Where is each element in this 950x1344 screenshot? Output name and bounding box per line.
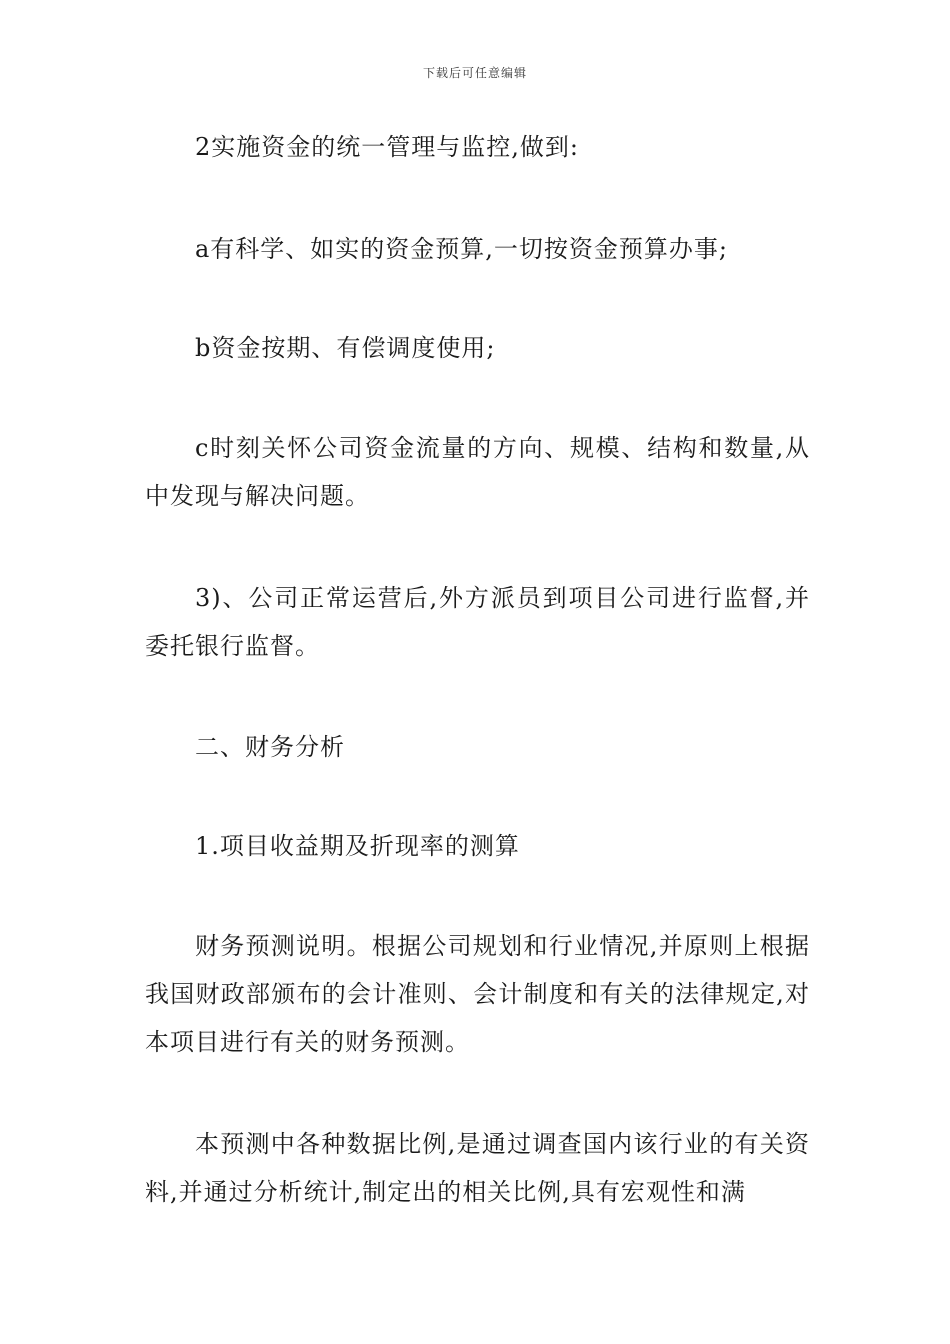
paragraph-item-3: 3)、公司正常运营后,外方派员到项目公司进行监督,并委托银行监督。	[145, 584, 810, 660]
subsection-heading-discount-rate: 1.项目收益期及折现率的测算	[195, 832, 520, 860]
section-heading-financial-analysis: 二、财务分析	[195, 733, 345, 761]
paragraph-item-c: c时刻关怀公司资金流量的方向、规模、结构和数量,从中发现与解决问题。	[145, 434, 810, 510]
paragraph-data-ratios: 本预测中各种数据比例,是通过调查国内该行业的有关资料,并通过分析统计,制定出的相关比例,具有宏观性和满	[145, 1130, 810, 1206]
page-header: 下载后可任意编辑	[422, 66, 527, 80]
paragraph-fund-management: 2实施资金的统一管理与监控,做到:	[195, 133, 579, 161]
paragraph-item-b: b资金按期、有偿调度使用;	[195, 334, 496, 362]
paragraph-forecast-description: 财务预测说明。根据公司规划和行业情况,并原则上根据我国财政部颁布的会计准则、会计制度和有关的法律规定,对本项目进行有关的财务预测。	[145, 932, 810, 1056]
paragraph-item-a: a有科学、如实的资金预算,一切按资金预算办事;	[195, 235, 729, 263]
